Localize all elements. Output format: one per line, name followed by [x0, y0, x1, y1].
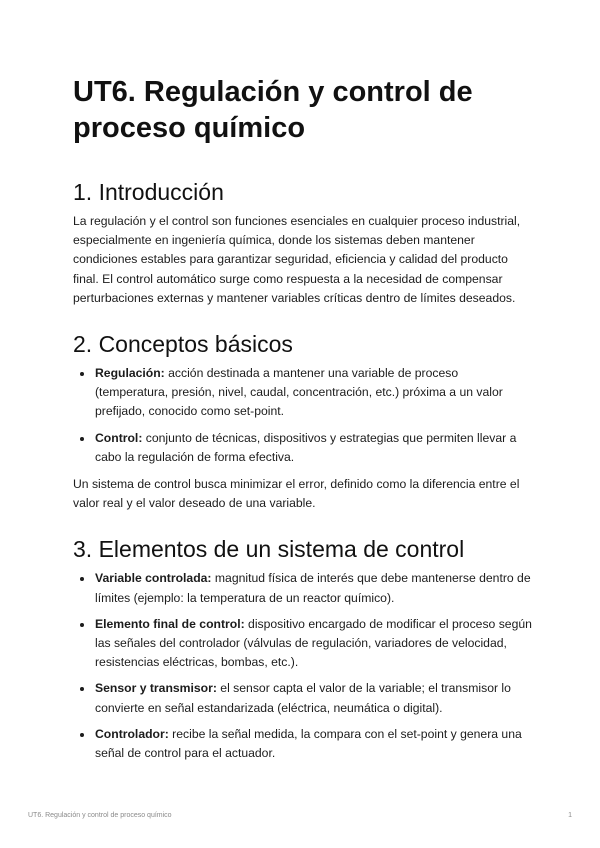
list-item-term: Controlador: — [95, 726, 169, 741]
list-item — [73, 679, 533, 717]
list-item-term: Elemento final de control: — [95, 616, 245, 631]
list-item — [73, 429, 533, 467]
list-item-text: conjunto de técnicas, dispositivos y estrategias que permiten llevar a cabo la regulación de forma efectiva. — [95, 430, 517, 464]
bullet-list — [73, 569, 533, 763]
list-item-text: dispositivo encargado de modificar el proceso según las señales del controlador (válvulas de regulación, variadores de velocidad, resistencias eléctricas, bombas, etc.). — [95, 616, 532, 670]
document-title: UT6. Regulación y control de proceso químico — [73, 76, 473, 144]
list-item-term: Variable controlada: — [95, 571, 212, 586]
page-footer — [28, 812, 572, 819]
section-heading-elementos: 3. Elementos de un sistema de control — [73, 536, 465, 563]
list-item-text: el sensor capta el valor de la variable; el transmisor lo convierte en señal estandarizada (eléctrica, neumática o digital). — [95, 681, 511, 715]
list-item-text: magnitud física de interés que debe mantenerse dentro de límites (ejemplo: la temperatura de un reactor químico). — [95, 571, 531, 605]
page-number: 1 — [568, 812, 572, 819]
document-page — [73, 74, 533, 771]
bullet-list — [73, 364, 533, 467]
list-item-text: acción destinada a mantener una variable de proceso (temperatura, presión, nivel, caudal, concentración, etc.) próxima a un valor prefijado, conocido como set-point. — [95, 366, 503, 419]
list-item — [73, 569, 533, 607]
list-item — [73, 615, 533, 673]
list-item-term: Regulación: — [95, 366, 165, 381]
section-heading-introduccion: 1. Introducción — [73, 179, 224, 205]
list-item-term: Control: — [95, 430, 143, 445]
list-item — [73, 364, 533, 422]
list-item — [73, 725, 533, 763]
footer-title: UT6. Regulación y control de proceso químico — [28, 812, 172, 819]
section-heading-conceptos: 2. Conceptos básicos — [73, 331, 293, 358]
list-item-text: recibe la señal medida, la compara con el set-point y genera una señal de control para el actuador. — [95, 726, 522, 761]
list-item-term: Sensor y transmisor: — [95, 681, 217, 696]
section-paragraph: La regulación y el control son funciones esenciales en cualquier proceso industrial, especialmente en ingeniería química, donde los sistemas deben mantener condiciones estables para garantizar seguridad, eficiencia y calidad del producto final. El control automático surge como respuesta a la necesidad de compensar perturbaciones externas y mantener variables críticas dentro de límites deseados. — [73, 214, 521, 305]
section-paragraph: Un sistema de control busca minimizar el error, definido como la diferencia entre el valor real y el valor deseado de una variable. — [73, 477, 520, 511]
